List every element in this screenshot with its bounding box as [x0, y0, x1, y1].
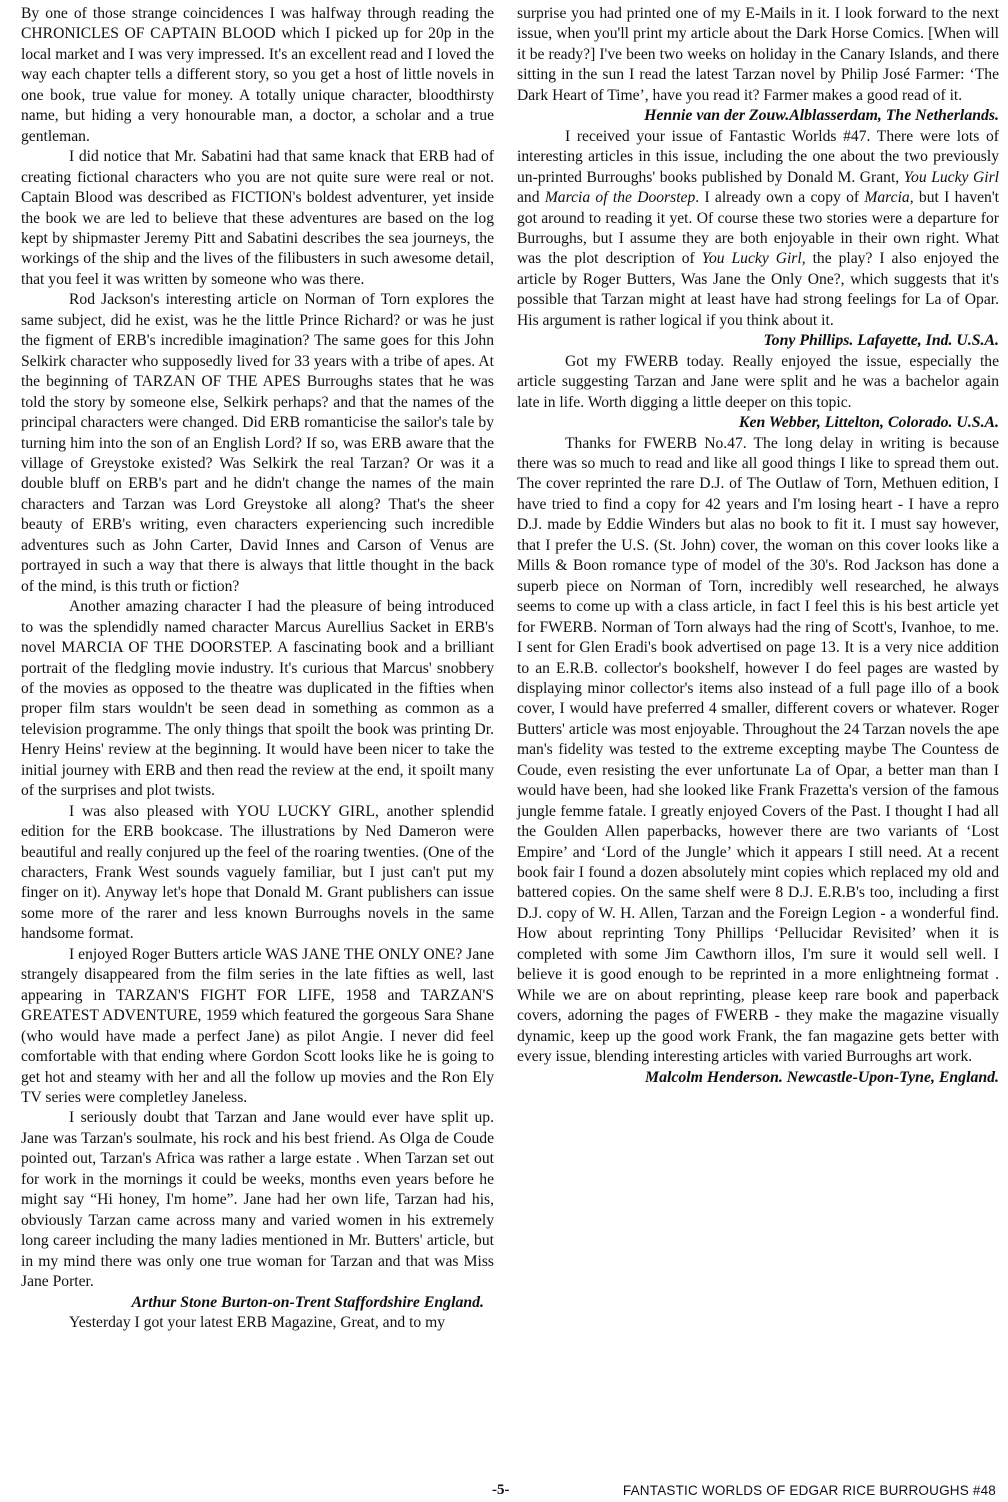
paragraph: Rod Jackson's interesting article on Norman of Torn explores the same subject, did he exist, was he the little Prince Richard? or was he just the figment of ERB's incredible imagination? The same goes for this John Selkirk character who supposedly lived for 33 years with a tribe of apes. At the beginning of TARZAN OF THE APES Burroughs states that he was told the story by someone else, Selkirk perhaps? and that the names of the principal characters were changed. Did ERB romanticise the sailor's tale by turning him into the son of an English Lord? If so, was ERB aware that the village of Greystoke existed? Was Selkirk the real Tarzan? Or was it a double bluff on ERB's part and he didn't change the names of the main characters and Tarzan was Lord Greystoke all along? That's the sheer beauty of ERB's writing, even characters experiencing such incredible adventures such as John Carter, David Innes and Carson of Venus are portrayed in such a way that there is always that little thought in the back of the mind, is this truth or fiction? [21, 291, 494, 595]
paragraph: I received your issue of Fantastic Worlds #47. There were lots of interesting articles in this issue, including the one about the two previously un-printed Burroughs' books published by Donald M. Grant, You Lucky Girl and Marcia of the Doorstep. I already own a copy of Marcia, but I haven't got around to reading it yet. Of course these two stories were a departure for Burroughs, but I assume they are both enjoyable in their own right. What was the plot description of You Lucky Girl, the play? I also enjoyed the article by Roger Butters, Was Jane the Only One?, which suggests that it's possible that Tarzan might at least have had strong feelings for La of Opar. His argument is rather logical if you think about it. [517, 127, 999, 329]
letter-signature: Ken Webber, Littelton, Colorado. U.S.A. [738, 414, 999, 432]
page-number: -5- [492, 1482, 510, 1498]
paragraph: Yesterday I got your latest ERB Magazine, Great, and to my [69, 1314, 446, 1331]
letter-signature: Tony Phillips. Lafayette, Ind. U.S.A. [763, 332, 999, 350]
book-title: You Lucky Girl [903, 168, 999, 186]
paragraph: Thanks for FWERB No.47. The long delay in writing is because there was so much to read and like all good things I like to spread them out. The cover reprinted the rare D.J. of The Outlaw of Torn, Methuen edition, I have tried to find a copy for 42 years and I'm losing heart - I have a repro D.J. made by Eddie Winders but alas no book to fit it. I must say however, that I prefer the U.S. (St. John) cover, the woman on this cover looks like a Mills & Boon romance type of model of the 30's. Rod Jackson has done a superb piece on Norman of Torn, incredibly well researched, he always seems to come up with a class article, in fact I feel this is his best article yet for FWERB. Norman of Torn always had the ring of Scott's, Ivanhoe, to me. I sent for Glen Eradi's book advertised on page 13. It is a very nice addition to an E.R.B. collector's bookshelf, however I do feel pages are wasted by displaying minor collector's items also instead of a full page illo of a book cover, I would have preferred 4 smaller, different covers or whatever. Roger Butters' article was most enjoyable. Throughout the 24 Tarzan novels the ape man's fidelity was tested to the extreme excepting maybe The Countess de Coude, even resisting the ever unfortunate La of Opar, a better man than I would have been, had she looked like Frank Frazetta's version of the famous jungle femme fatale. I greatly enjoyed Covers of the Past. I thought I had all the Goulden Allen paperbacks, however there are two variants of ‘Lost Empire’ and ‘Lord of the Jungle’ which it appears I still need. At a recent book fair I found a dozen absolutely mint copies which replaced my old and battered copies. On the same shelf were 8 D.J. E.R.B's too, including a first D.J. copy of W. H. Allen, Tarzan and the Foreign Legion - a wonderful find. How about reprinting Tony Phillips ‘Pellucidar Revisited’ when it is completed with some Jim Cawthorn illos, I'm sure it would sell well. I believe it is good enough to be reprinted in a more enlightneing format . While we are on about reprinting, please keep rare book and paperback covers, adorning the pages of FWERB - they make the magazine visually dynamic, keep up the good work Frank, the fan magazine gets better with every issue, blending interesting articles with varied Burroughs art work. [517, 434, 999, 1066]
book-title: You Lucky Girl [701, 250, 802, 268]
paragraph: Got my FWERB today. Really enjoyed the issue, especially the article suggesting Tarzan and Jane were split and he was a bachelor again late in life. Worth digging a little deeper on this topic. [517, 352, 999, 411]
letter-signature: Malcolm Henderson. Newcastle-Upon-Tyne, England. [645, 1068, 999, 1086]
book-title: Marcia [864, 189, 910, 207]
paragraph: surprise you had printed one of my E-Mails in it. I look forward to the next issue, when you'll print my article about the Dark Horse Comics. [When will it be ready?] I've been two weeks on holiday in the Canary Islands, and there sitting in the sun I read the latest Tarzan novel by Philip José Farmer: ‘The Dark Heart of Time’, have you read it? Farmer makes a good read of it. [517, 5, 999, 104]
paragraph: I seriously doubt that Tarzan and Jane would ever have split up. Jane was Tarzan's soulmate, his rock and his best friend. As Olga de Coude pointed out, Tarzan's Africa was rather a large estate . When Tarzan set out for work in the mornings it could be weeks, months even years before he might say “Hi honey, I'm home”. Jane had her own life, Tarzan had his, obviously Tarzan came across many and varied women in his extremely long career including the many ladies mentioned in Mr. Butters' article, but in my mind there was only one true woman for Tarzan and that was Miss Jane Porter. [21, 1109, 494, 1291]
paragraph: I did notice that Mr. Sabatini had that same knack that ERB had of creating fictional characters who you are not quite sure were real or not. Captain Blood was described as FICTION's boldest adventurer, yet inside the book we are led to believe that these adventures are based on the log kept by shipmaster Jeremy Pitt and Sabatini describes the sea journeys, the workings of the ship and the lives of the filibusters in such awesome detail, that you feel it was written by someone who was there. [21, 148, 494, 288]
page-footer [0, 1482, 1008, 1500]
paragraph: I enjoyed Roger Butters article WAS JANE THE ONLY ONE? Jane strangely disappeared from the film series in the late fifties as well, last appearing in TARZAN'S FIGHT FOR LIFE, 1958 and TARZAN'S GREATEST ADVENTURE, 1959 which featured the gorgeous Sara Shane (who would have made a perfect Jane) as pilot Angie. I never did feel comfortable with that ending where Gordon Scott looks like he is going to get hot and steamy with her and all the follow up movies and the Ron Ely TV series were completley Janeless. [21, 945, 494, 1107]
book-title: Marcia of the Doorstep [544, 189, 696, 207]
right-column [517, 4, 999, 1088]
paragraph: I was also pleased with YOU LUCKY GIRL, another splendid edition for the ERB bookcase. The illustrations by Ned Dameron were beautiful and really conjured up the feel of the roaring twenties. (One of the characters, Frank West sounds vaguely familiar, but I just can't put my finger on it). Anyway let's hope that Donald M. Grant publishers can issue some more of the rarer and less known Burroughs novels in the same handsome format. [21, 802, 494, 943]
magazine-title: FANTASTIC WORLDS OF EDGAR RICE BURROUGHS #48 [622, 1483, 996, 1498]
paragraph: By one of those strange coincidences I was halfway through reading the CHRONICLES OF CAPTAIN BLOOD which I picked up for 20p in the local market and I was very impressed. It's an excellent read and I loved the way each chapter tells a different story, so you get a host of little novels in one book, true value for money. A totally unique character, bloodthirsty name, but hiding a very honourable man, a doctor, a scholar and a true gentleman. [21, 5, 494, 145]
letter-signature: Hennie van der Zouw.Alblasserdam, The Netherlands. [644, 107, 999, 125]
letter-signature: Arthur Stone Burton-on-Trent Staffordshire England. [131, 1293, 484, 1311]
paragraph: Another amazing character I had the pleasure of being introduced to was the splendidly named character Marcus Aurellius Sacket in ERB's novel MARCIA OF THE DOORSTEP. A fascinating book and a brilliant portrait of the fledgling movie industry. It's curious that Marcus' snobbery of the movies as opposed to the theatre was duplicated in the fifties when proper film stars wouldn't be seen dead in something as common as a television programme. The only things that spoilt the book was printing Dr. Henry Heins' review at the beginning. It would have been nicer to take the initial journey with ERB and then read the review at the end, it spoilt many of the surprises and plot twists. [21, 598, 494, 800]
left-column [21, 4, 494, 1333]
